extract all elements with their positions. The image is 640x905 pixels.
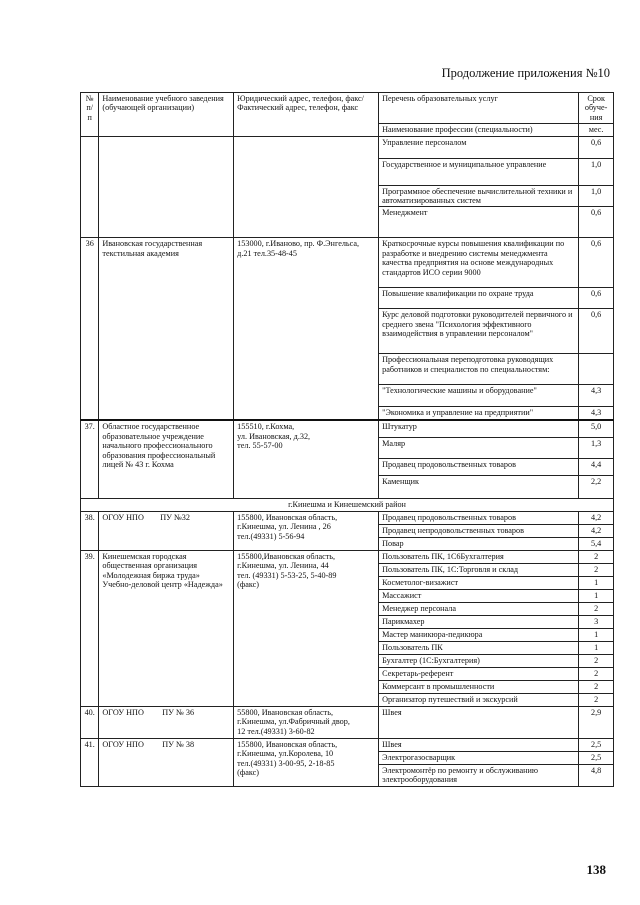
service-cell: Массажист [379,589,579,602]
institution-address: 155510, г.Кохма, ул. Ивановская, д.32, тел. 55-57-00 [234,420,379,499]
col-header-name: Наименование учебного заведения (обучающей организации) [99,93,234,137]
institutions-table [80,92,614,787]
service-cell: Швея [379,738,579,751]
region-heading: г.Кинешма и Кинешемский район [81,499,614,511]
service-cell: Продавец продовольственных товаров [379,459,579,476]
region-row [81,499,614,511]
term-cell: 1 [579,589,614,602]
institution-address: 155800, Ивановская область, г.Кинешма, ул.Королева, 10 тел.(49331) 3-00-95, 2-18-85 (факс) [234,738,379,786]
table-row [81,511,614,524]
service-cell: Краткосрочные курсы повышения квалификации по разработке и внедрению системы менеджмента качества предприятия на основе международных стандартов ИСО серии 9000 [379,238,579,288]
service-cell: Управление персоналом [379,136,579,158]
service-cell: Каменщик [379,476,579,499]
service-cell: Парикмахер [379,615,579,628]
term-cell: 4,3 [579,407,614,421]
table-row [81,738,614,751]
table-header-row [81,93,614,124]
institution-address: 55800, Ивановская область, г.Кинешма, ул.Фабричный двор, 12 тел.(49331) 3-60-82 [234,706,379,738]
col-header-address: Юридический адрес, телефон, факс/ Фактический адрес, телефон, факс [234,93,379,137]
term-cell: 4,2 [579,524,614,537]
table-row [81,136,614,158]
service-cell: Государственное и муниципальное управление [379,158,579,185]
service-cell: Повар [379,537,579,550]
row-number: 36 [81,238,99,421]
table-row [81,706,614,738]
term-cell: 0,6 [579,309,614,354]
col-header-services: Перечень образовательных услуг [379,93,579,124]
table-row [81,420,614,438]
col-header-term: Срок обуче-ния [579,93,614,124]
service-cell: Продавец непродовольственных товаров [379,524,579,537]
institution-name: ОГОУ НПО ПУ № 36 [99,706,234,738]
term-cell: 0,6 [579,207,614,238]
service-cell: Менеджер персонала [379,602,579,615]
service-cell: Повышение квалификации по охране труда [379,288,579,309]
institution-address: 155800,Ивановская область, г.Кинешма, ул. Ленина, 44 тел. (49331) 5-53-25, 5-40-89 (факс) [234,550,379,706]
term-cell: 1 [579,641,614,654]
row-number: 39. [81,550,99,706]
term-cell: 0,6 [579,136,614,158]
term-cell: 4,8 [579,764,614,786]
col-header-num: № п/ п [81,93,99,137]
service-cell: Пользователь ПК, 1С6Бухгалтерия [379,550,579,563]
service-cell: "Технологические машины и оборудование" [379,385,579,407]
service-cell: Швея [379,706,579,738]
table-row [81,238,614,288]
service-cell: Пользователь ПК, 1С:Торговля и склад [379,563,579,576]
term-cell: 4,3 [579,385,614,407]
institution-name: Кинешемская городская общественная организация «Молодежная биржа труда» Учебно-деловой центр «Надежда» [99,550,234,706]
col-header-unit: мес. [579,124,614,136]
row-number: 37. [81,420,99,499]
service-cell: Бухгалтер (1С:Бухгалтерия) [379,654,579,667]
term-cell: 2 [579,667,614,680]
service-cell: Программное обеспечение вычислительной техники и автоматизированных систем [379,185,579,207]
row-number: 40. [81,706,99,738]
continuation-title: Продолжение приложения №10 [441,66,610,80]
institution-address: 153000, г.Иваново, пр. Ф.Энгельса, д.21 тел.35-48-45 [234,238,379,421]
service-cell: Маляр [379,438,579,459]
institution-name: ОГОУ НПО ПУ № 38 [99,738,234,786]
term-cell: 1,3 [579,438,614,459]
empty-cell [81,136,99,238]
term-cell: 2,2 [579,476,614,499]
term-cell: 2 [579,693,614,706]
service-cell: Коммерсант в промышленности [379,680,579,693]
table-row [81,550,614,563]
service-cell: Менеджмент [379,207,579,238]
service-cell: Организатор путешествий и экскурсий [379,693,579,706]
term-cell: 1,0 [579,185,614,207]
row-number: 41. [81,738,99,786]
service-cell: Пользователь ПК [379,641,579,654]
service-cell: Профессиональная переподготовка руководящих работников и специалистов по специальностям: [379,354,579,385]
term-cell: 0,6 [579,288,614,309]
term-cell: 1 [579,576,614,589]
term-cell: 1 [579,628,614,641]
service-cell: "Экономика и управление на предприятии" [379,407,579,421]
term-cell: 4,4 [579,459,614,476]
service-cell: Секретарь-референт [379,667,579,680]
term-cell: 2 [579,680,614,693]
institution-address: 155800, Ивановская область, г.Кинешма, ул. Ленина , 26 тел.(49331) 5-56-94 [234,511,379,550]
institution-name: Областное государственное образовательное учреждение начального профессионального образования профессиональный лицей № 43 г. Кохма [99,420,234,499]
col-header-profession: Наименование профессии (специальности) [379,124,579,136]
empty-cell [99,136,234,238]
term-cell: 2,9 [579,706,614,738]
service-cell: Мастер маникюра-педикюра [379,628,579,641]
page-number: 138 [586,862,606,877]
row-number: 38. [81,511,99,550]
term-cell [579,354,614,385]
service-cell: Курс деловой подготовки руководителей первичного и среднего звена "Психология эффективного взаимодействия в управлении персоналом" [379,309,579,354]
institution-name: ОГОУ НПО ПУ №32 [99,511,234,550]
term-cell: 2,5 [579,751,614,764]
institution-name: Ивановская государственная текстильная академия [99,238,234,421]
term-cell: 2 [579,550,614,563]
service-cell: Продавец продовольственных товаров [379,511,579,524]
term-cell: 0,6 [579,238,614,288]
term-cell: 3 [579,615,614,628]
term-cell: 5,4 [579,537,614,550]
term-cell: 4,2 [579,511,614,524]
service-cell: Электрогазосварщик [379,751,579,764]
term-cell: 2,5 [579,738,614,751]
term-cell: 2 [579,654,614,667]
service-cell: Косметолог-визажист [379,576,579,589]
term-cell: 5,0 [579,420,614,438]
term-cell: 2 [579,602,614,615]
term-cell: 2 [579,563,614,576]
service-cell: Штукатур [379,420,579,438]
term-cell: 1,0 [579,158,614,185]
empty-cell [234,136,379,238]
service-cell: Электромонтёр по ремонту и обслуживанию электрооборудования [379,764,579,786]
